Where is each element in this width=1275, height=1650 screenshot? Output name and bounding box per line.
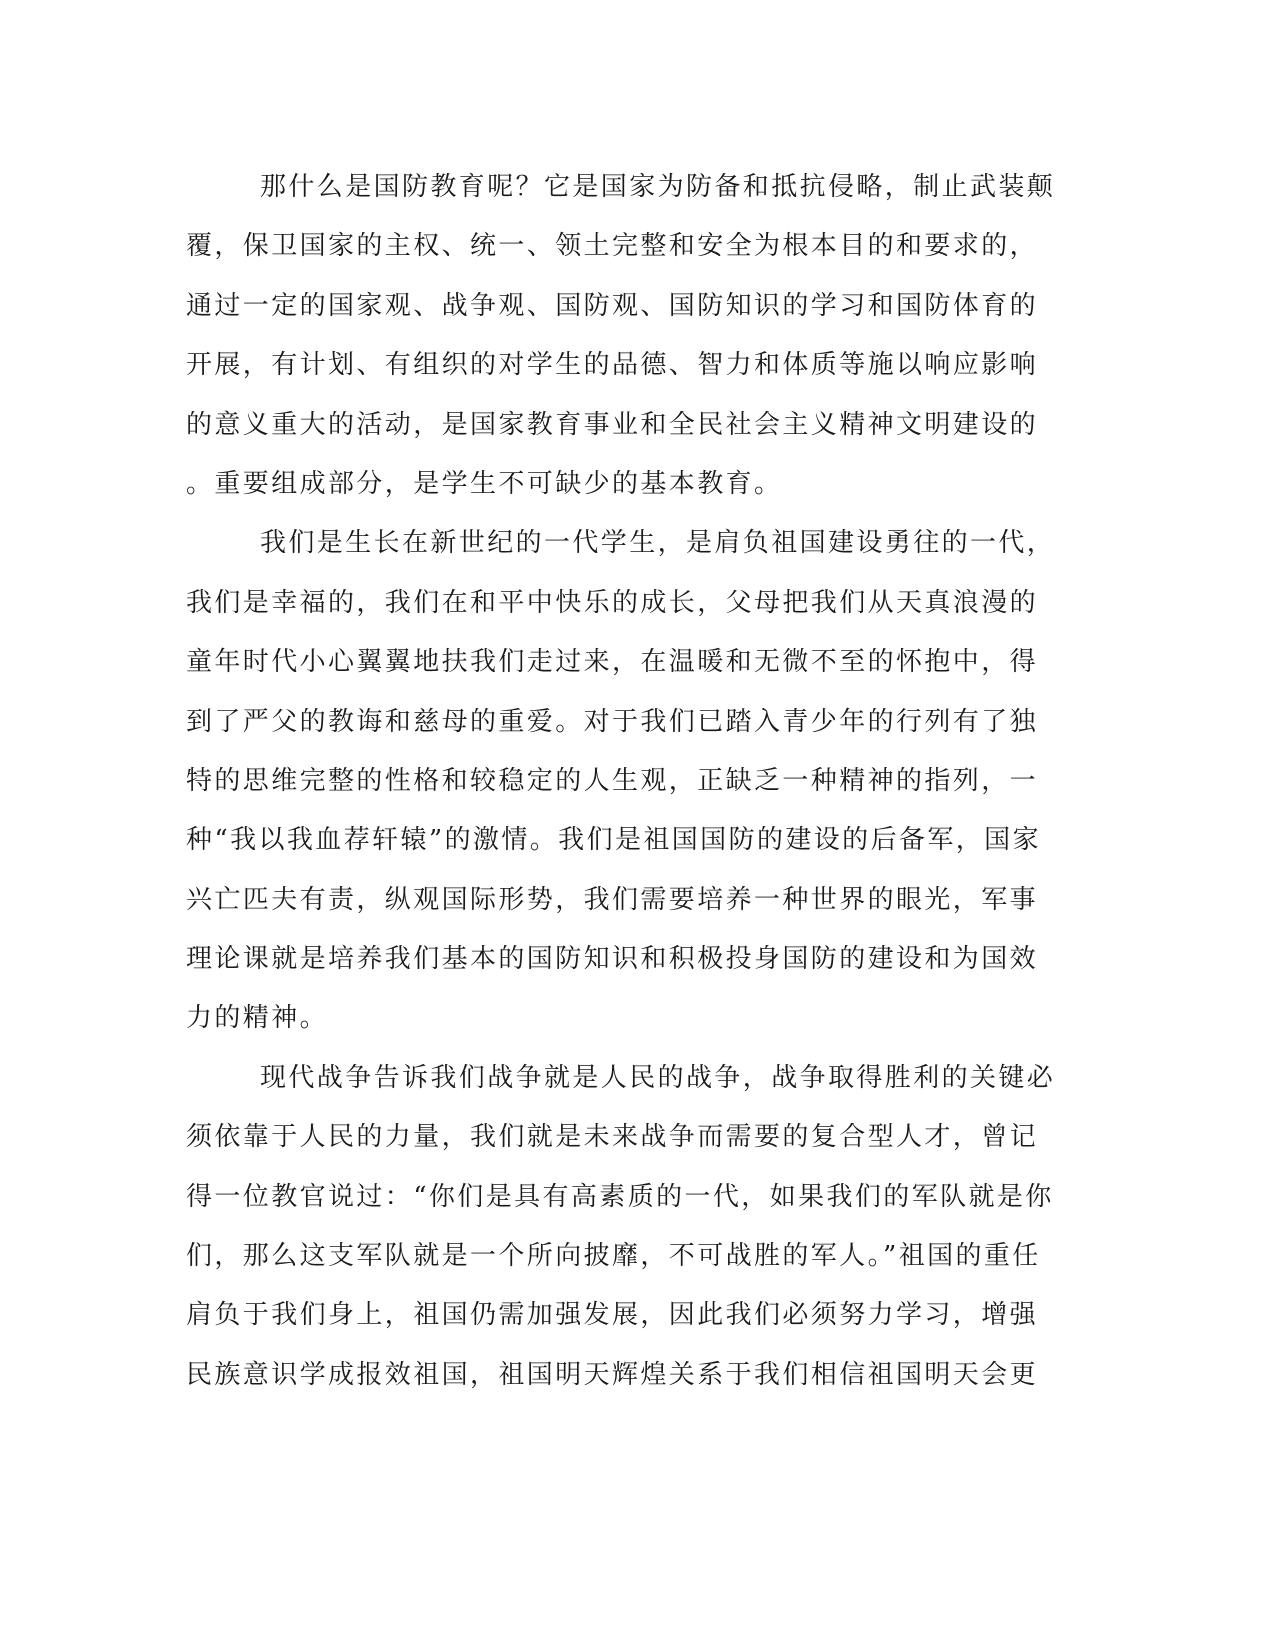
text-line: 兴亡匹夫有责，纵观国际形势，我们需要培养一种世界的眼光，军事 [186, 884, 1039, 915]
text-line: 特的思维完整的性格和较稳定的人生观，正缺乏一种精神的指列，一 [186, 765, 1039, 796]
text-line: 童年时代小心翼翼地扶我们走过来，在温暖和无微不至的怀抱中，得 [186, 647, 1039, 678]
text-line: 们，那么这支军队就是一个所向披靡，不可战胜的军人。”祖国的重任 [186, 1241, 1041, 1272]
text-line: 种“我以我血荐轩辕”的激情。我们是祖国国防的建设的后备军，国家 [186, 825, 1041, 856]
text-line: 现代战争告诉我们战争就是人民的战争，战争取得胜利的关键必 [260, 1062, 1056, 1093]
text-line: 那什么是国防教育呢？它是国家为防备和抵抗侵略，制止武装颠 [260, 172, 1056, 202]
text-line: 我们是生长在新世纪的一代学生，是肩负祖国建设勇往的一代， [260, 528, 1056, 559]
text-line: 通过一定的国家观、战争观、国防观、国防知识的学习和国防体育的 [186, 290, 1039, 321]
text-line: 力的精神。 [186, 1003, 329, 1034]
text-line: 到了严父的教诲和慈母的重爱。对于我们已踏入青少年的行列有了独 [186, 706, 1039, 737]
paragraph-new-generation [186, 514, 1086, 1049]
text-line: 得一位教官说过：“你们是具有高素质的一代，如果我们的军队就是你 [186, 1181, 1054, 1212]
paragraph-modern-warfare [186, 1049, 1086, 1405]
text-line: 民族意识学成报效祖国，祖国明天辉煌关系于我们相信祖国明天会更 [186, 1359, 1039, 1390]
text-line: 肩负于我们身上，祖国仍需加强发展，因此我们必须努力学习，增强 [186, 1300, 1039, 1331]
text-line: 须依靠于人民的力量，我们就是未来战争而需要的复合型人才，曾记 [186, 1122, 1039, 1153]
text-line: 理论课就是培养我们基本的国防知识和积极投身国防的建设和为国效 [186, 944, 1039, 975]
text-line: 开展，有计划、有组织的对学生的品德、智力和体质等施以响应影响 [186, 350, 1039, 381]
text-line: 我们是幸福的，我们在和平中快乐的成长，父母把我们从天真浪漫的 [186, 587, 1039, 618]
document-body [186, 158, 1086, 1405]
paragraph-national-defense-education [186, 158, 1086, 514]
text-line: 覆，保卫国家的主权、统一、领土完整和安全为根本目的和要求的， [186, 231, 1039, 262]
text-line: 。重要组成部分，是学生不可缺少的基本教育。 [186, 468, 783, 499]
text-line: 的意义重大的活动，是国家教育事业和全民社会主义精神文明建设的 [186, 409, 1039, 440]
